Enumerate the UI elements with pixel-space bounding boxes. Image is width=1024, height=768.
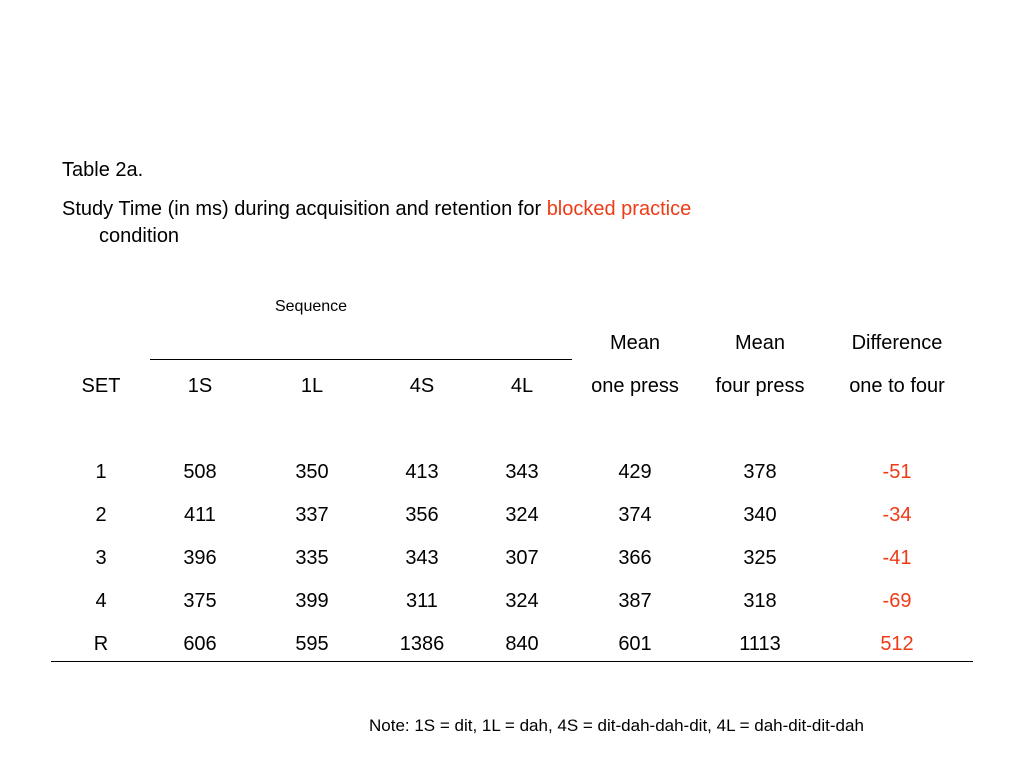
cell-4l: 840 bbox=[505, 633, 539, 655]
header-4l: 4L bbox=[510, 375, 534, 397]
cell-4l: 307 bbox=[505, 547, 539, 569]
cell-mean-four: 325 bbox=[743, 547, 777, 569]
cell-1s: 396 bbox=[183, 547, 217, 569]
header-1l: 1L bbox=[300, 375, 324, 397]
cell-1l: 337 bbox=[295, 504, 329, 526]
header-mean-four-bottom: four press bbox=[715, 375, 805, 397]
header-mean-four-top: Mean bbox=[734, 332, 786, 354]
cell-1s: 411 bbox=[184, 504, 216, 526]
cell-set: 1 bbox=[95, 461, 107, 483]
header-mean-one-bottom: one press bbox=[591, 375, 679, 397]
cell-difference: -51 bbox=[882, 461, 912, 483]
cell-4s: 1386 bbox=[399, 633, 445, 655]
header-difference-top: Difference bbox=[851, 332, 943, 354]
cell-1l: 399 bbox=[295, 590, 329, 612]
cell-4l: 324 bbox=[505, 590, 539, 612]
table-bottom-rule bbox=[51, 661, 973, 662]
header-mean-one-top: Mean bbox=[609, 332, 661, 354]
cell-4s: 356 bbox=[405, 504, 439, 526]
cell-mean-one: 601 bbox=[618, 633, 652, 655]
cell-mean-one: 366 bbox=[618, 547, 652, 569]
cell-1s: 606 bbox=[183, 633, 217, 655]
header-4s: 4S bbox=[409, 375, 435, 397]
header-difference-bottom: one to four bbox=[849, 375, 945, 397]
cell-mean-four: 340 bbox=[743, 504, 777, 526]
cell-1s: 375 bbox=[183, 590, 217, 612]
table-caption bbox=[62, 196, 691, 250]
caption-prefix: Study Time (in ms) during acquisition and retention for bbox=[62, 198, 547, 220]
cell-4l: 324 bbox=[505, 504, 539, 526]
cell-set: 2 bbox=[95, 504, 107, 526]
cell-4l: 343 bbox=[505, 461, 539, 483]
table-note: Note: 1S = dit, 1L = dah, 4S = dit-dah-dah-dit, 4L = dah-dit-dit-dah bbox=[369, 716, 864, 735]
cell-mean-one: 374 bbox=[618, 504, 652, 526]
cell-difference: -41 bbox=[882, 547, 912, 569]
cell-set: 4 bbox=[95, 590, 107, 612]
cell-4s: 413 bbox=[405, 461, 439, 483]
header-1s: 1S bbox=[187, 375, 213, 397]
cell-difference: -69 bbox=[882, 590, 912, 612]
cell-set: 3 bbox=[95, 547, 107, 569]
sequence-divider bbox=[150, 359, 572, 360]
cell-4s: 343 bbox=[405, 547, 439, 569]
sequence-label: Sequence bbox=[274, 298, 348, 315]
cell-mean-four: 318 bbox=[743, 590, 777, 612]
cell-mean-one: 429 bbox=[618, 461, 652, 483]
cell-mean-one: 387 bbox=[618, 590, 652, 612]
cell-1l: 595 bbox=[295, 633, 329, 655]
table-title: Table 2a. bbox=[62, 159, 144, 181]
cell-4s: 311 bbox=[406, 590, 438, 612]
cell-mean-four: 1113 bbox=[739, 633, 781, 655]
cell-difference: -34 bbox=[882, 504, 912, 526]
cell-1s: 508 bbox=[183, 461, 217, 483]
caption-highlight: blocked practice bbox=[546, 198, 692, 220]
cell-1l: 335 bbox=[295, 547, 329, 569]
caption-suffix: condition bbox=[99, 225, 180, 247]
cell-difference: 512 bbox=[880, 633, 914, 655]
cell-set: R bbox=[93, 633, 109, 655]
cell-1l: 350 bbox=[295, 461, 329, 483]
cell-mean-four: 378 bbox=[743, 461, 777, 483]
header-set: SET bbox=[81, 375, 121, 397]
